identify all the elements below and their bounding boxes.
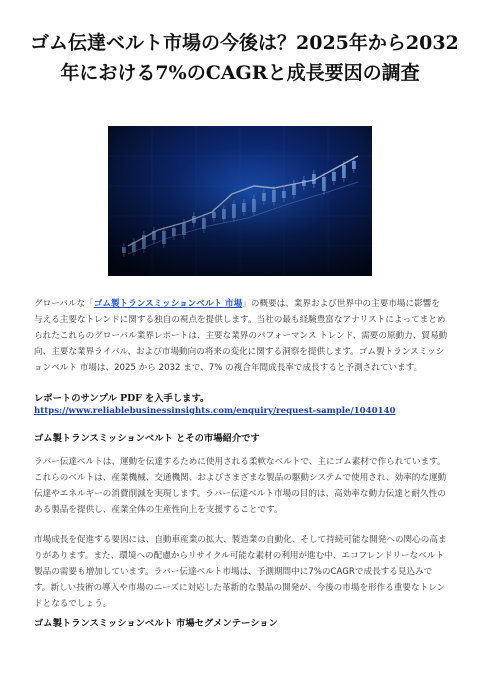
intro-body: 」の概要は、業界および世界中の主要市場に影響を与える主要なトレンドに関する独自の視点を提供します。当社の最も経験豊富なアナリストによってまとめられたこれらのグローバル業界レポートは、主要な業界のパフォーマンス トレンド、需要の原動力、貿易動向、主要な業界ライバル、および市場動向の将来の変化に関する洞察を提供します。ゴム製トランスミッションベルト 市場は、2025 から 2032 まで、7% の複合年間成長率で成長すると予測されています。: [34, 299, 448, 373]
market-report-link[interactable]: ゴム製トランスミッションベルト 市場: [93, 299, 243, 309]
sample-request-label: レポートのサンプル PDF を入手します。: [34, 393, 210, 404]
hero-image-stock-chart: [108, 126, 372, 276]
page-title: [30, 28, 459, 88]
intro-prefix: グローバルな「: [34, 299, 94, 309]
intro-paragraph: [34, 296, 448, 376]
section-heading-intro: ゴム製トランスミッションベルト とその市場紹介です: [34, 433, 260, 444]
page-title-line-2: 年における7%のCAGRと成長要因の調査: [60, 62, 420, 84]
section-heading-segmentation: ゴム製トランスミッションベルト 市場セグメンテーション: [34, 618, 278, 629]
section-paragraph-2: 市場成長を促進する要因には、自動車産業の拡大、製造業の自動化、そして持続可能な開発への関心の高まりがあります。また、環境への配慮からリサイクル可能な素材の利用が進む中、エコフレンドリーなベルト製品の需要も増加しています。ラバー伝達ベルト市場は、予測期間中に7%のCAGRで成長する見込みです。新しい技術の導入や市場のニーズに対応した革新的な製品の開発が、今後の市場を形作る重要なトレンドとなるでしょう。: [34, 535, 447, 609]
sample-request-url[interactable]: https://www.reliablebusinessinsights.com/enquiry/request-sample/1040140: [34, 406, 396, 416]
page-title-line-1: ゴム伝達ベルト市場の今後は？2025年から2032: [30, 32, 459, 54]
section-paragraph-1: ラバー伝達ベルトは、運動を伝達するために使用される柔軟なベルトで、主にゴム素材で作られています。これらのベルトは、産業機械、交通機関、およびさまざまな製品の駆動システムで使用され、効率的な運動伝達やエネルギーの消費削減を実現します。ラバー伝達ベルト市場の目的は、高効率な動力伝達と耐久性のある製品を提供し、産業全体の生産性向上を支援することです。: [34, 457, 447, 515]
